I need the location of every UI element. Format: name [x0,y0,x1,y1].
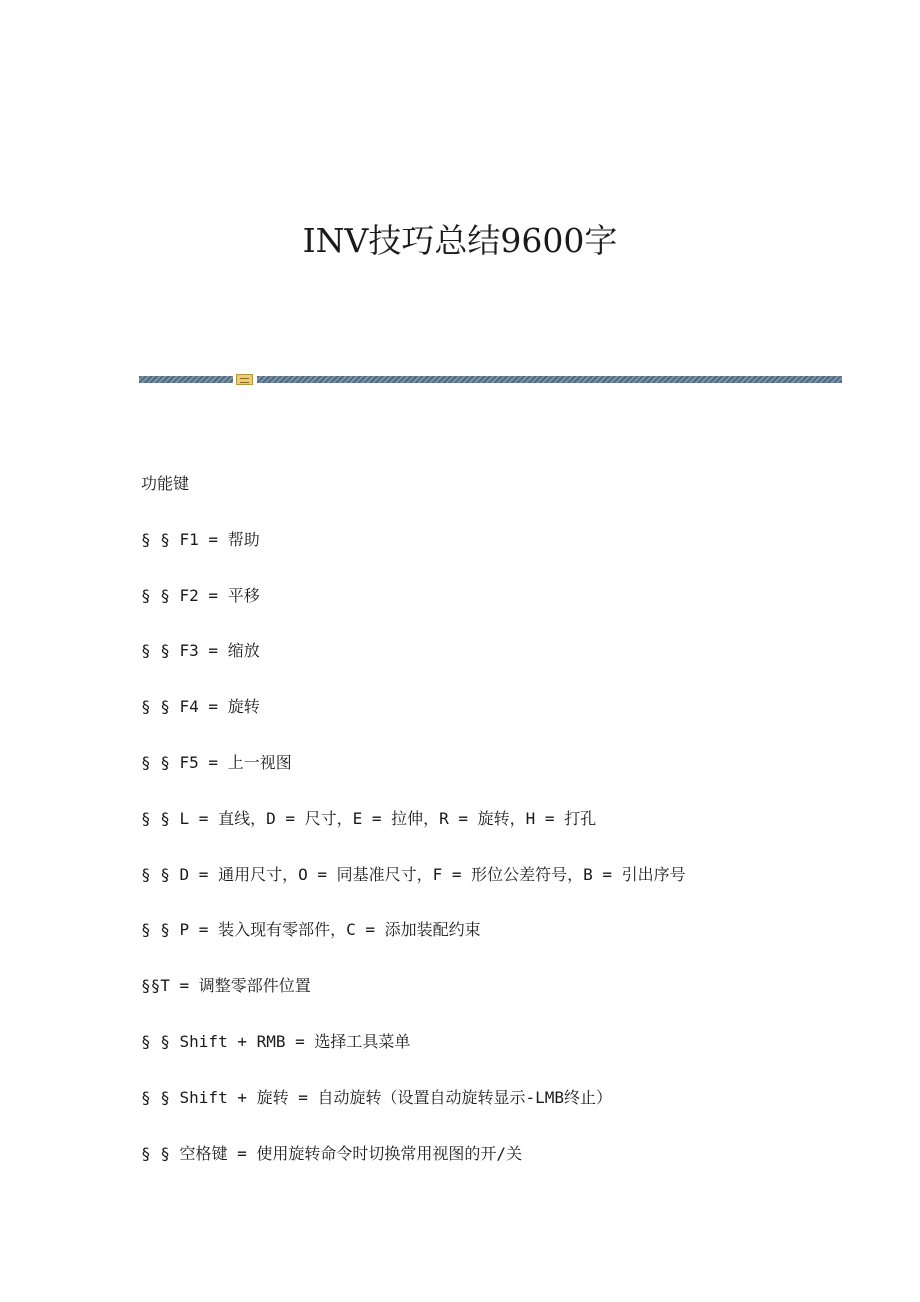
shortcut-line: § § L = 直线，D = 尺寸，E = 拉伸，R = 旋转，H = 打孔 [141,808,597,828]
shortcut-line: § § F3 = 缩放 [141,641,260,661]
shortcut-line: § § F2 = 平移 [141,585,260,605]
shortcut-line: § § Shift + 旋转 = 自动旋转（设置自动旋转显示-LMB终止） [141,1087,613,1107]
divider-ornament-icon [236,374,253,385]
shortcut-line: § § 空格键 = 使用旋转命令时切换常用视图的开/关 [141,1143,523,1163]
title-divider [139,374,842,386]
shortcut-line: § § Shift + RMB = 选择工具菜单 [141,1031,411,1051]
shortcut-line: § § D = 通用尺寸，O = 同基准尺寸，F = 形位公差符号，B = 引出序号 [141,864,686,884]
divider-bar-right [257,376,842,383]
divider-bar-left [139,376,233,383]
document-body [141,470,861,1195]
shortcut-line: § § F1 = 帮助 [141,529,260,549]
document-title: INV技巧总结9600字 [302,221,618,260]
shortcut-line: § § F4 = 旋转 [141,697,260,717]
section-heading: 功能键 [141,474,190,493]
shortcut-line: § § F5 = 上一视图 [141,752,292,772]
shortcut-line: § § P = 装入现有零部件，C = 添加装配约束 [141,920,481,940]
shortcut-line: §§T = 调整零部件位置 [141,976,311,996]
